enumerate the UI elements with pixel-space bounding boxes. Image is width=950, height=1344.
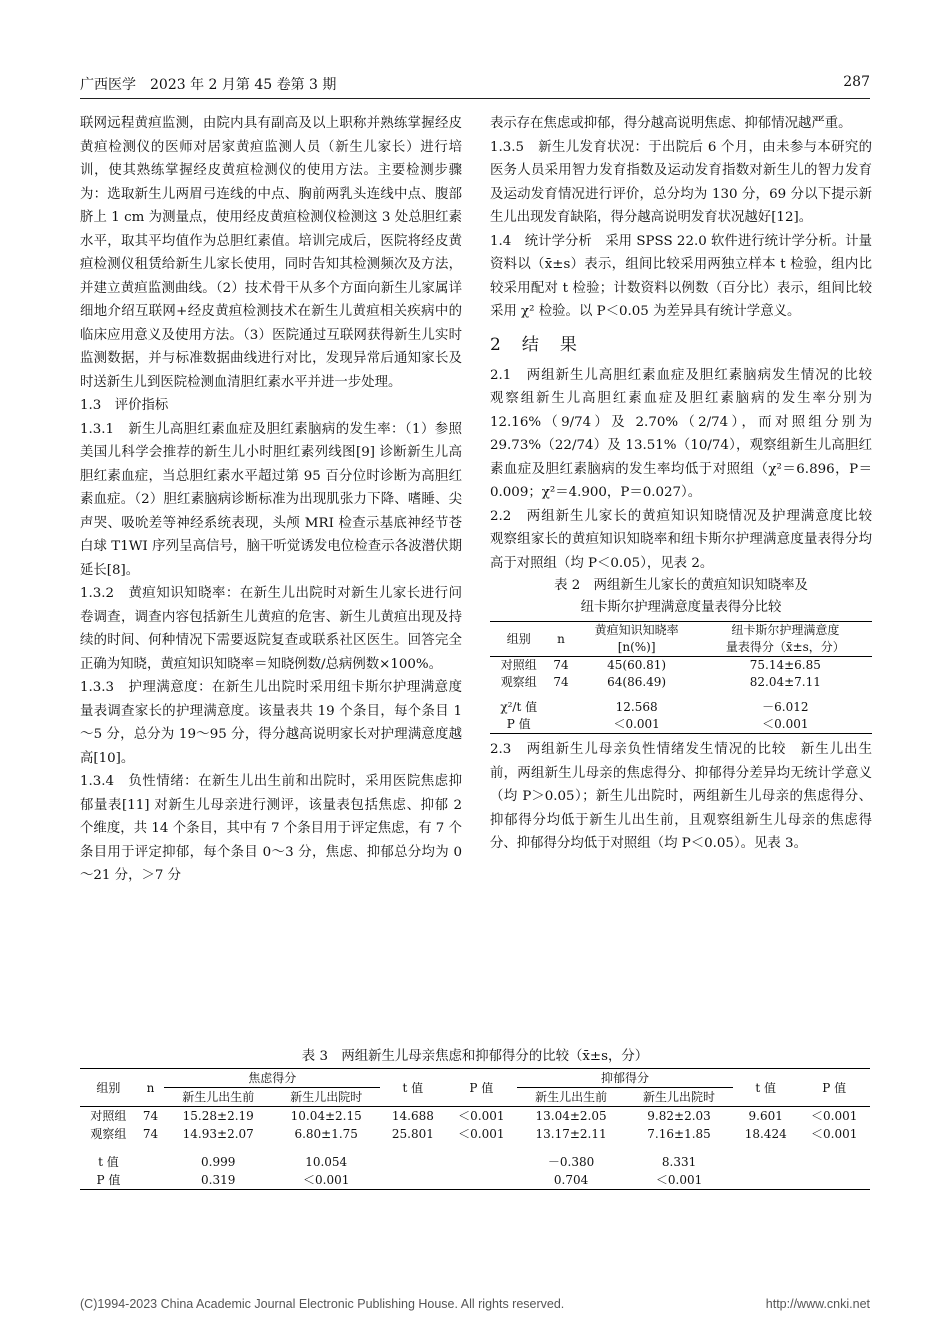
t2-cell: 45(60.81)	[607, 658, 667, 672]
cnki-url: http://www.cnki.net	[765, 1297, 870, 1311]
t3-header-n: n	[146, 1080, 155, 1095]
t3-cell: 74	[142, 1109, 159, 1123]
table-row	[490, 699, 872, 716]
t2-cell: 75.14±6.85	[749, 658, 821, 672]
paragraph-continued: 表示存在焦虑或抑郁，得分越高说明焦虑、抑郁情况越严重。	[490, 116, 852, 131]
t3-cell: 14.688	[391, 1109, 434, 1123]
table2-caption-line2: 纽卡斯尔护理满意度量表得分比较	[580, 600, 782, 615]
paragraph-1-3-4: 1.3.4 负性情绪：在新生儿出生前和出院时，采用医院焦虑抑郁量表[11] 对新生儿母亲进行测评，该量表包括焦虑、抑郁 2 个维度，共 14 个条目，其中有 7 个条目用于评定焦虑，有 7 个条目用于评定抑郁，每个条目 0～3 分，焦虑、抑郁总分均为 0～21 分，＞7 分	[80, 774, 462, 883]
section-results-heading: 2 结 果	[490, 334, 579, 355]
t3-header-depression: 抑郁得分	[517, 1069, 733, 1088]
paragraph-monitoring: 联网远程黄疸监测，由院内具有副高及以上职称并熟练掌握经皮黄疸检测仪的医师对居家黄疸监测人员（新生儿家长）进行培训，使其熟练掌握经皮黄疸检测仪的使用方法。主要检测步骤为：选取新生儿两眉弓连线的中点、胸前两乳头连线中点、腹部脐上 1 cm 为测量点，使用经皮黄疸检测仪检测这 3 处总胆红素水平，取其平均值作为总胆红素值。培训完成后，医院将经皮黄疸检测仪租赁给新生儿家长使用，同时告知其检测频次及方法，并建立黄疸监测曲线。（2）技术骨干从多个方面向新生儿家属详细地介绍互联网+经皮黄疸检测技术在新生儿黄疸相关疾病中的临床应用意义及使用方法。（3）医院通过互联网获得新生儿实时监测数据，并与标准数据曲线进行对比，发现异常后通知家长及时送新生儿到医院检测血清胆红素水平并进一步处理。	[80, 116, 462, 390]
t2-header-n: n	[557, 631, 565, 646]
paragraph-2-1: 2.1 两组新生儿高胆红素血症及胆红素脑病发生情况的比较 观察组新生儿高胆红素血症及胆红素脑病的发生率分别为 12.16%（9/74）及 2.70%（2/74），而对照组分别为 29.73%（22/74）及 13.51%（10/74），观察组新生儿高胆红素血症及胆红素脑病的发生率均低于对照组（χ²＝6.896，P＝0.009；χ²＝4.900，P＝0.027）。	[490, 367, 886, 500]
t3-cell: 25.801	[391, 1127, 434, 1141]
t3-cell: 0.704	[553, 1173, 589, 1187]
t2-header-satisfaction: 纽卡斯尔护理满意度	[731, 623, 840, 637]
t2-header-awareness: 黄疸知识知晓率	[594, 623, 679, 637]
table-2	[490, 621, 872, 734]
t3-cell: t 值	[98, 1155, 119, 1169]
t3-sub-discharge: 新生儿出院时	[643, 1090, 716, 1104]
t3-header-group: 组别	[96, 1080, 121, 1095]
t2-cell: 82.04±7.11	[749, 675, 821, 689]
table-row	[490, 716, 872, 734]
page-number: 287	[843, 74, 870, 90]
t3-cell: 10.04±2.15	[290, 1109, 362, 1123]
t3-cell: 10.054	[305, 1155, 348, 1169]
t3-cell: －0.380	[547, 1155, 595, 1169]
paragraph-2-3: 2.3 两组新生儿母亲负性情绪发生情况的比较 新生儿出生前，两组新生儿母亲的焦虑得分、抑郁得分差异均无统计学意义（均 P＞0.05）；新生儿出院时，两组新生儿母亲的焦虑得分、抑郁得分均低于新生儿出生前，且观察组新生儿母亲的焦虑得分、抑郁得分均低于对照组（均 P＜0.05）。见表 3。	[490, 742, 872, 851]
heading-1-3: 1.3 评价指标	[80, 398, 169, 413]
table-3-block	[80, 1046, 870, 1190]
t2-header-satisfaction-unit: 量表得分（x̄±s，分）	[725, 640, 845, 654]
t3-sub-discharge: 新生儿出院时	[290, 1090, 363, 1104]
t2-cell: －6.012	[762, 700, 809, 714]
t3-cell: 15.28±2.19	[182, 1109, 254, 1123]
table-row	[80, 1153, 870, 1171]
t3-cell: 7.16±1.85	[647, 1127, 711, 1141]
t3-cell: 8.331	[661, 1155, 697, 1169]
t3-header-t2: t 值	[755, 1080, 777, 1095]
table-row	[80, 1107, 870, 1126]
t3-cell: 0.319	[201, 1173, 236, 1187]
table-row	[80, 1171, 870, 1190]
t2-cell: 对照组	[500, 658, 537, 672]
t3-cell: 9.82±2.03	[647, 1109, 711, 1123]
t2-cell: χ²/t 值	[500, 700, 538, 714]
t3-header-anxiety: 焦虑得分	[164, 1069, 380, 1088]
t3-cell: P 值	[96, 1173, 121, 1187]
t2-header-group: 组别	[506, 631, 531, 646]
t2-cell: 64(86.49)	[607, 675, 667, 689]
t3-cell: 0.999	[201, 1155, 236, 1169]
paragraph-2-2: 2.2 两组新生儿家长的黄疸知识知晓情况及护理满意度比较 观察组家长的黄疸知识知晓率和纽卡斯尔护理满意度量表得分均高于对照组（均 P＜0.05），见表 2。	[490, 508, 886, 571]
table-row	[490, 657, 872, 675]
t3-cell: 观察组	[90, 1127, 127, 1141]
t3-cell: ＜0.001	[811, 1109, 858, 1123]
t2-cell: P 值	[506, 717, 531, 731]
table3-caption: 表 3 两组新生儿母亲焦虑和抑郁得分的比较（x̄±s，分）	[301, 1049, 649, 1064]
paragraph-1-3-2: 1.3.2 黄疸知识知晓率：在新生儿出院时对新生儿家长进行问卷调查，调查内容包括新生儿黄疸的危害、新生儿黄疸出现及持续的时间、何种情况下需要返院复查或联系社区医生。回答完全正确为知晓，黄疸知识知晓率＝知晓例数/总病例数×100%。	[80, 586, 462, 672]
t3-cell: 14.93±2.07	[182, 1127, 254, 1141]
t2-cell: 74	[553, 675, 569, 689]
copyright-text: (C)1994-2023 China Academic Journal Electronic Publishing House. All rights reserved.	[80, 1297, 565, 1311]
table-row	[80, 1125, 870, 1143]
paragraph-1-3-3: 1.3.3 护理满意度：在新生儿出院时采用纽卡斯尔护理满意度量表调查家长的护理满意度。该量表共 19 个条目，每个条目 1～5 分，总分为 19～95 分，得分越高说明家长对护理满意度越高[10]。	[80, 680, 462, 766]
table-row	[490, 674, 872, 691]
t3-cell: 对照组	[90, 1109, 127, 1123]
t2-cell: 观察组	[500, 675, 537, 689]
t2-cell: 74	[553, 658, 569, 672]
t3-cell: 13.17±2.11	[535, 1127, 607, 1141]
t3-cell: 6.80±1.75	[294, 1127, 358, 1141]
t3-cell: ＜0.001	[458, 1109, 505, 1123]
t2-cell: ＜0.001	[762, 717, 809, 731]
t3-cell: ＜0.001	[458, 1127, 505, 1141]
journal-header: 广西医学 2023 年 2 月第 45 卷第 3 期	[80, 77, 337, 93]
t3-cell: ＜0.001	[811, 1127, 858, 1141]
t2-cell: ＜0.001	[613, 717, 660, 731]
table-3	[80, 1068, 870, 1190]
paragraph-1-4: 1.4 统计学分析 采用 SPSS 22.0 软件进行统计学分析。计量资料以（x̄±s）表示，组间比较采用两独立样本 t 检验，组内比较采用配对 t 检验；计数资料以例数（百分比）表示，组间比较采用 χ² 检验。以 P＜0.05 为差异具有统计学意义。	[490, 233, 872, 319]
t3-cell: ＜0.001	[655, 1173, 703, 1187]
t3-sub-before: 新生儿出生前	[182, 1090, 255, 1104]
t3-cell: 74	[142, 1127, 159, 1141]
t3-cell: 18.424	[744, 1127, 787, 1141]
left-column	[80, 112, 462, 888]
t3-header-p2: P 值	[822, 1080, 847, 1095]
t2-header-awareness-unit: [n(%)]	[617, 640, 656, 654]
paragraph-1-3-5: 1.3.5 新生儿发育状况：于出院后 6 个月，由未参与本研究的医务人员采用智力发育指数及运动发育指数对新生儿的智力发育及运动发育情况进行评价，总分均为 130 分，69 分以下提示新生儿出现发育缺陷，得分越高说明发育状况越好[12]。	[490, 139, 872, 225]
t3-cell: 13.04±2.05	[535, 1109, 607, 1123]
t3-cell: 9.601	[748, 1109, 783, 1123]
t3-header-p1: P 值	[469, 1080, 494, 1095]
copyright-footer	[80, 1297, 870, 1311]
t3-sub-before: 新生儿出生前	[535, 1090, 608, 1104]
right-column	[490, 112, 886, 856]
t2-cell: 12.568	[615, 700, 658, 714]
t3-cell: ＜0.001	[303, 1173, 350, 1187]
paragraph-1-3-1: 1.3.1 新生儿高胆红素血症及胆红素脑病的发生率：（1）参照美国儿科学会推荐的新生儿小时胆红素列线图[9] 诊断新生儿高胆红素血症，当总胆红素水平超过第 95 百分位时诊断为高胆红素血症。（2）胆红素脑病诊断标准为出现肌张力下降、嗜睡、尖声哭、吸吮差等神经系统表现，头颅 MRI 检查示基底神经节苍白球 T1WI 序列呈高信号，脑干听觉诱发电位检查示各波潜伏期延长[8]。	[80, 421, 462, 578]
table2-caption-line1: 表 2 两组新生儿家长的黄疸知识知晓率及	[554, 578, 808, 593]
header-rule	[80, 98, 870, 99]
t3-header-t1: t 值	[402, 1080, 424, 1095]
